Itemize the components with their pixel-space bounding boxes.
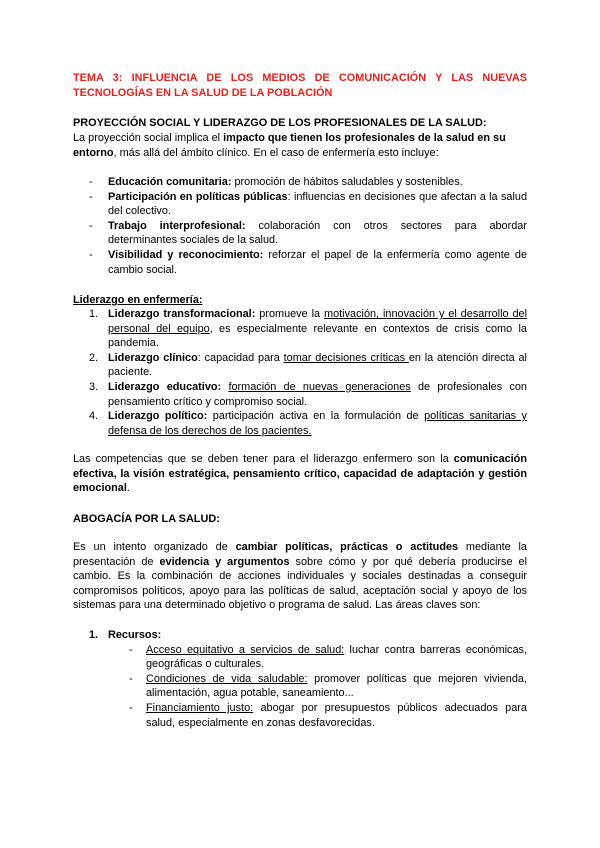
list-item: - Visibilidad y reconocimiento: reforzar el papel de la enfermería como agente de cambio social. <box>73 248 527 277</box>
list-item: 2. Liderazgo clínico: capacidad para tomar decisiones críticas en la atención directa al paciente. <box>89 351 527 379</box>
sub-list-item: - Financiamiento justo: abogar por presupuestos públicos adecuados para salud, especialmente en zonas desfavorecidas. <box>73 701 527 730</box>
advocacy-heading: ABOGACÍA POR LA SALUD: <box>73 513 220 525</box>
document-title: TEMA 3: INFLUENCIA DE LOS MEDIOS DE COMUNICACIÓN Y LAS NUEVAS TECNOLOGÍAS EN LA SALUD DE LA POBLACIÓN <box>73 72 527 99</box>
list-item: 1. Liderazgo transformacional: promueve la motivación, innovación y el desarrollo del personal del equipo, es especialmente relevante en contextos de crisis como la pandemia. <box>89 308 528 350</box>
section-heading-projection: PROYECCIÓN SOCIAL Y LIDERAZGO DE LOS PROFESIONALES DE LA SALUD: <box>73 117 487 129</box>
advocacy-paragraph: Es un intento organizado de cambiar políticas, prácticas o actitudes mediante la presentación de evidencia y argumentos sobre cómo y por qué debería producirse el cambio. Es la combinación de acciones individuales y sociales destinadas a conseguir compromisos políticos, apoyo para las políticas de salud, aceptación social y apoyo de los sistemas para una determinado objetivo o programa de salud. Las áreas claves son: <box>73 541 528 612</box>
projection-intro: La proyección social implica el impacto que tienen los profesionales de la salud en su entorno, más allá del ámbito clínico. En el caso de enfermería esto incluye: <box>73 132 506 159</box>
list-item: - Trabajo interprofesional: colaboración con otros sectores para abordar determinantes sociales de la salud. <box>73 219 527 248</box>
projection-list <box>73 175 527 277</box>
list-item: 3. Liderazgo educativo: formación de nuevas generaciones de profesionales con pensamiento crítico y compromiso social. <box>89 380 527 408</box>
list-item: - Educación comunitaria: promoción de hábitos saludables y sostenibles. <box>73 175 527 190</box>
sub-list-item: - Acceso equitativo a servicios de salud: luchar contra barreras económicas, geográficas o culturales. <box>73 643 527 672</box>
list-item: 4. Liderazgo político: participación activa en la formulación de políticas sanitarias y defensa de los derechos de los pacientes. <box>89 410 527 437</box>
competencies-paragraph: Las competencias que se deben tener para el liderazgo enfermero son la comunicación efectiva, la visión estratégica, pensamiento crítico, capacidad de adaptación y gestión emocional. <box>73 453 527 495</box>
list-item: - Participación en políticas públicas: influencias en decisiones que afectan a la salud del colectivo. <box>73 190 527 219</box>
leadership-heading: Liderazgo en enfermería: <box>73 294 203 306</box>
list-item: 1. Recursos: <box>89 629 162 641</box>
advocacy-area <box>73 628 527 730</box>
sub-list-item: - Condiciones de vida saludable: promover políticas que mejoren vivienda, alimentación, agua potable, saneamiento... <box>73 672 527 701</box>
leadership-list <box>73 307 527 438</box>
